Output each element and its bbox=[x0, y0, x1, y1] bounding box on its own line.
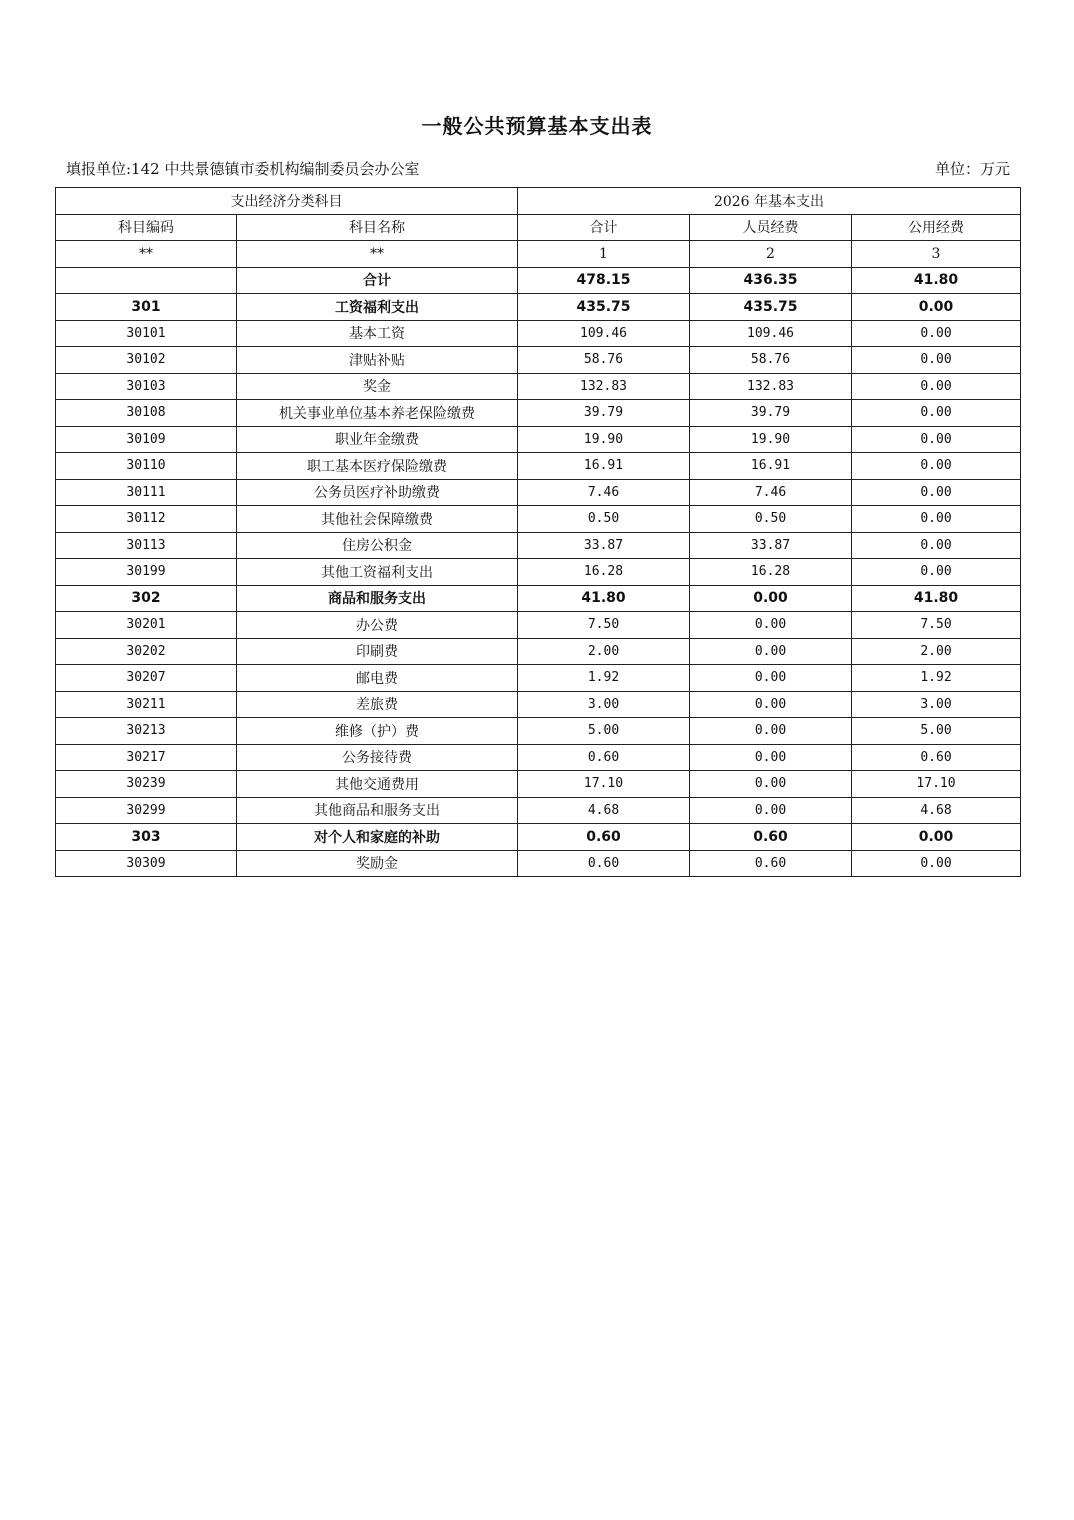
cell-personnel: 7.46 bbox=[690, 479, 852, 506]
table-row bbox=[56, 585, 1021, 612]
cell-total: 16.28 bbox=[518, 559, 690, 586]
cell-personnel: 109.46 bbox=[690, 320, 852, 347]
table-row bbox=[56, 294, 1021, 321]
cell-total: 109.46 bbox=[518, 320, 690, 347]
cell-name: 对个人和家庭的补助 bbox=[237, 824, 518, 851]
cell-name: 工资福利支出 bbox=[237, 294, 518, 321]
cell-personnel: 0.00 bbox=[690, 585, 852, 612]
cell-total: 478.15 bbox=[518, 267, 690, 294]
index-code: ** bbox=[56, 241, 237, 268]
cell-total: 2.00 bbox=[518, 638, 690, 665]
cell-total: 19.90 bbox=[518, 426, 690, 453]
cell-total: 1.92 bbox=[518, 665, 690, 692]
cell-public: 0.00 bbox=[852, 506, 1021, 533]
cell-public: 0.00 bbox=[852, 294, 1021, 321]
cell-personnel: 19.90 bbox=[690, 426, 852, 453]
cell-code: 30102 bbox=[56, 347, 237, 374]
cell-public: 0.00 bbox=[852, 532, 1021, 559]
table-row bbox=[56, 638, 1021, 665]
cell-public: 0.00 bbox=[852, 426, 1021, 453]
cell-total: 3.00 bbox=[518, 691, 690, 718]
cell-name: 商品和服务支出 bbox=[237, 585, 518, 612]
cell-personnel: 16.28 bbox=[690, 559, 852, 586]
cell-public: 3.00 bbox=[852, 691, 1021, 718]
table-row bbox=[56, 453, 1021, 480]
table-row bbox=[56, 532, 1021, 559]
cell-personnel: 132.83 bbox=[690, 373, 852, 400]
cell-personnel: 58.76 bbox=[690, 347, 852, 374]
header-classification: 支出经济分类科目 bbox=[56, 188, 518, 215]
cell-total: 4.68 bbox=[518, 797, 690, 824]
cell-total: 5.00 bbox=[518, 718, 690, 745]
cell-code: 30299 bbox=[56, 797, 237, 824]
header-column-row bbox=[56, 214, 1021, 241]
table-row bbox=[56, 479, 1021, 506]
cell-public: 0.00 bbox=[852, 373, 1021, 400]
cell-public: 17.10 bbox=[852, 771, 1021, 798]
cell-public: 2.00 bbox=[852, 638, 1021, 665]
header-public: 公用经费 bbox=[852, 214, 1021, 241]
table-row bbox=[56, 691, 1021, 718]
cell-total: 0.60 bbox=[518, 824, 690, 851]
cell-name: 奖励金 bbox=[237, 850, 518, 877]
cell-public: 0.00 bbox=[852, 453, 1021, 480]
cell-personnel: 16.91 bbox=[690, 453, 852, 480]
table-row bbox=[56, 320, 1021, 347]
cell-public: 0.00 bbox=[852, 479, 1021, 506]
cell-name: 机关事业单位基本养老保险缴费 bbox=[237, 400, 518, 427]
cell-personnel: 0.00 bbox=[690, 771, 852, 798]
cell-name: 住房公积金 bbox=[237, 532, 518, 559]
cell-total: 39.79 bbox=[518, 400, 690, 427]
cell-personnel: 0.00 bbox=[690, 797, 852, 824]
cell-name: 其他社会保障缴费 bbox=[237, 506, 518, 533]
cell-public: 0.00 bbox=[852, 824, 1021, 851]
cell-total: 7.46 bbox=[518, 479, 690, 506]
cell-name: 职业年金缴费 bbox=[237, 426, 518, 453]
cell-code: 30211 bbox=[56, 691, 237, 718]
cell-personnel: 0.00 bbox=[690, 638, 852, 665]
cell-public: 0.00 bbox=[852, 559, 1021, 586]
cell-personnel: 0.60 bbox=[690, 824, 852, 851]
cell-code: 30239 bbox=[56, 771, 237, 798]
cell-code: 30217 bbox=[56, 744, 237, 771]
cell-code: 30103 bbox=[56, 373, 237, 400]
table-row bbox=[56, 426, 1021, 453]
cell-name: 公务接待费 bbox=[237, 744, 518, 771]
cell-code: 30108 bbox=[56, 400, 237, 427]
cell-personnel: 0.00 bbox=[690, 612, 852, 639]
cell-total: 41.80 bbox=[518, 585, 690, 612]
cell-code: 30309 bbox=[56, 850, 237, 877]
cell-name: 维修（护）费 bbox=[237, 718, 518, 745]
table-row bbox=[56, 744, 1021, 771]
cell-name: 其他工资福利支出 bbox=[237, 559, 518, 586]
cell-code: 302 bbox=[56, 585, 237, 612]
cell-code bbox=[56, 267, 237, 294]
cell-public: 1.92 bbox=[852, 665, 1021, 692]
table-row bbox=[56, 267, 1021, 294]
table-row bbox=[56, 347, 1021, 374]
header-code: 科目编码 bbox=[56, 214, 237, 241]
cell-personnel: 39.79 bbox=[690, 400, 852, 427]
cell-personnel: 435.75 bbox=[690, 294, 852, 321]
cell-code: 30111 bbox=[56, 479, 237, 506]
cell-public: 7.50 bbox=[852, 612, 1021, 639]
cell-name: 基本工资 bbox=[237, 320, 518, 347]
cell-total: 132.83 bbox=[518, 373, 690, 400]
cell-total: 0.60 bbox=[518, 744, 690, 771]
cell-name: 办公费 bbox=[237, 612, 518, 639]
page-title: 一般公共预算基本支出表 bbox=[421, 114, 653, 138]
cell-public: 5.00 bbox=[852, 718, 1021, 745]
cell-public: 41.80 bbox=[852, 585, 1021, 612]
cell-public: 0.60 bbox=[852, 744, 1021, 771]
index-name: ** bbox=[237, 241, 518, 268]
cell-total: 16.91 bbox=[518, 453, 690, 480]
cell-name: 其他商品和服务支出 bbox=[237, 797, 518, 824]
cell-name: 职工基本医疗保险缴费 bbox=[237, 453, 518, 480]
cell-total: 0.60 bbox=[518, 850, 690, 877]
cell-personnel: 0.00 bbox=[690, 744, 852, 771]
cell-public: 0.00 bbox=[852, 347, 1021, 374]
cell-total: 58.76 bbox=[518, 347, 690, 374]
cell-public: 0.00 bbox=[852, 320, 1021, 347]
cell-total: 17.10 bbox=[518, 771, 690, 798]
index-public: 3 bbox=[852, 241, 1021, 268]
header-personnel: 人员经费 bbox=[690, 214, 852, 241]
cell-code: 30207 bbox=[56, 665, 237, 692]
cell-name: 合计 bbox=[237, 267, 518, 294]
table-row bbox=[56, 506, 1021, 533]
cell-name: 公务员医疗补助缴费 bbox=[237, 479, 518, 506]
cell-name: 津贴补贴 bbox=[237, 347, 518, 374]
cell-total: 33.87 bbox=[518, 532, 690, 559]
cell-name: 差旅费 bbox=[237, 691, 518, 718]
cell-code: 30109 bbox=[56, 426, 237, 453]
table-row bbox=[56, 559, 1021, 586]
cell-personnel: 0.60 bbox=[690, 850, 852, 877]
header-name: 科目名称 bbox=[237, 214, 518, 241]
cell-code: 30110 bbox=[56, 453, 237, 480]
table-row bbox=[56, 771, 1021, 798]
cell-name: 其他交通费用 bbox=[237, 771, 518, 798]
cell-public: 4.68 bbox=[852, 797, 1021, 824]
cell-total: 435.75 bbox=[518, 294, 690, 321]
cell-total: 0.50 bbox=[518, 506, 690, 533]
table-row bbox=[56, 400, 1021, 427]
cell-code: 30213 bbox=[56, 718, 237, 745]
index-total: 1 bbox=[518, 241, 690, 268]
cell-public: 0.00 bbox=[852, 400, 1021, 427]
header-index-row bbox=[56, 241, 1021, 268]
table-row bbox=[56, 718, 1021, 745]
cell-name: 邮电费 bbox=[237, 665, 518, 692]
cell-code: 303 bbox=[56, 824, 237, 851]
currency-unit: 单位：万元 bbox=[934, 160, 1010, 178]
cell-personnel: 0.00 bbox=[690, 691, 852, 718]
cell-total: 7.50 bbox=[518, 612, 690, 639]
table-row bbox=[56, 797, 1021, 824]
cell-public: 0.00 bbox=[852, 850, 1021, 877]
header-total: 合计 bbox=[518, 214, 690, 241]
table-body bbox=[56, 267, 1021, 877]
table-row bbox=[56, 824, 1021, 851]
cell-code: 301 bbox=[56, 294, 237, 321]
cell-code: 30201 bbox=[56, 612, 237, 639]
cell-name: 奖金 bbox=[237, 373, 518, 400]
cell-personnel: 436.35 bbox=[690, 267, 852, 294]
cell-personnel: 0.50 bbox=[690, 506, 852, 533]
cell-personnel: 33.87 bbox=[690, 532, 852, 559]
cell-code: 30113 bbox=[56, 532, 237, 559]
header-group-row bbox=[56, 188, 1021, 215]
cell-code: 30112 bbox=[56, 506, 237, 533]
table-row bbox=[56, 850, 1021, 877]
cell-name: 印刷费 bbox=[237, 638, 518, 665]
header-basic-expenditure: 2026 年基本支出 bbox=[518, 188, 1021, 215]
cell-code: 30199 bbox=[56, 559, 237, 586]
cell-public: 41.80 bbox=[852, 267, 1021, 294]
table-row bbox=[56, 665, 1021, 692]
cell-personnel: 0.00 bbox=[690, 718, 852, 745]
cell-code: 30202 bbox=[56, 638, 237, 665]
cell-personnel: 0.00 bbox=[690, 665, 852, 692]
budget-table bbox=[55, 187, 1021, 877]
table-header bbox=[56, 188, 1021, 268]
table-row bbox=[56, 373, 1021, 400]
table-row bbox=[56, 612, 1021, 639]
cell-code: 30101 bbox=[56, 320, 237, 347]
filling-unit: 填报单位:142 中共景德镇市委机构编制委员会办公室 bbox=[66, 160, 420, 178]
index-personnel: 2 bbox=[690, 241, 852, 268]
